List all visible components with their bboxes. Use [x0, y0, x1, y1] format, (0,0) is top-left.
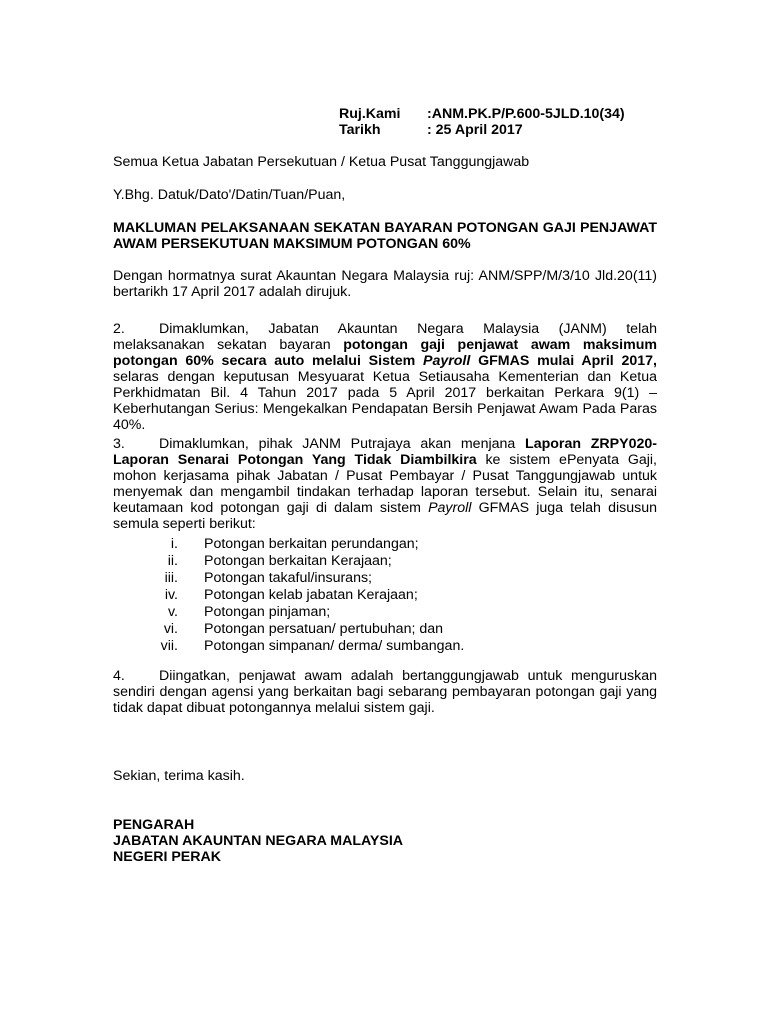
subject-line-1: MAKLUMAN PELAKSANAAN SEKATAN BAYARAN POTONGAN GAJI PENJAWAT — [113, 220, 657, 236]
list-item-number: v. — [168, 604, 178, 620]
list-item — [113, 587, 657, 604]
paragraph-2-number: 2. — [113, 321, 125, 337]
paragraph-3-italic-term: Payroll — [428, 500, 472, 516]
intro-paragraph: Dengan hormatnya surat Akauntan Negara Malaysia ruj: ANM/SPP/M/3/10 Jld.20(11) bertarikh 17 April 2017 adalah dirujuk. — [113, 268, 657, 300]
paragraph-3-text-2: ke sistem ePenyata Gaji, mohon kerjasama pihak Jabatan / Pusat Pembayar / Pusat Tanggungjawab untuk menyemak dan mengambil tindakan terhadap laporan tersebut. Selain itu, senarai keutamaan kod potongan gaji di dalam sistem — [113, 452, 657, 516]
list-item-number: ii. — [167, 553, 178, 569]
list-item-number: iv. — [164, 587, 178, 603]
list-item-text: Potongan simpanan/ derma/ sumbangan. — [204, 638, 465, 654]
list-item — [113, 536, 657, 553]
date-value: : 25 April 2017 — [427, 122, 523, 138]
list-item-text: Potongan persatuan/ pertubuhan; dan — [204, 621, 444, 637]
reference-number: :ANM.PK.P/P.600-5JLD.10(34) — [427, 106, 625, 122]
paragraph-2 — [113, 321, 657, 433]
paragraph-3-text: Dimaklumkan, pihak JANM Putrajaya akan menjana — [159, 436, 526, 452]
recipient: Semua Ketua Jabatan Persekutuan / Ketua Pusat Tanggungjawab — [113, 154, 530, 170]
closing: Sekian, terima kasih. — [113, 768, 245, 784]
reference-block — [339, 106, 625, 138]
list-item — [113, 638, 657, 655]
list-item-number: vi. — [163, 621, 178, 637]
paragraph-2-bold-text: potongan gaji penjawat awam maksimum potongan 60% secara auto melalui Sistem — [113, 337, 657, 369]
paragraph-2-text: Dimaklumkan, Jabatan Akauntan Negara Malaysia (JANM) telah melaksanakan sekatan bayaran — [113, 321, 657, 353]
list-item-text: Potongan pinjaman; — [204, 604, 331, 620]
list-item-text: Potongan takaful/insurans; — [204, 570, 372, 586]
paragraph-4 — [113, 668, 657, 716]
list-item-number: vii. — [160, 638, 178, 654]
signature-block — [113, 817, 657, 865]
signature-state: NEGERI PERAK — [113, 849, 221, 865]
paragraph-4-number: 4. — [113, 668, 125, 684]
list-item — [113, 570, 657, 587]
paragraph-2-text-2: selaras dengan keputusan Mesyuarat Ketua Setiausaha Kementerian dan Ketua Perkhidmatan Bil. 4 Tahun 2017 pada 5 April 2017 berkaitan Perkara 9(1) – Keberhutangan Serius: Mengekalkan Pendapatan Bersih Penjawat Awam Pada Paras 40%. — [113, 369, 657, 433]
reference-label: Ruj.Kami — [339, 106, 401, 122]
paragraph-2-bold-text-2: GFMAS mulai April 2017, — [470, 353, 657, 369]
list-item-number: iii. — [164, 570, 178, 586]
paragraph-3-text-3: GFMAS juga telah disusun semula seperti berikut: — [113, 500, 657, 532]
list-item — [113, 604, 657, 621]
list-item — [113, 621, 657, 638]
list-item-number: i. — [170, 536, 178, 552]
date-label: Tarikh — [339, 122, 381, 138]
subject-line-2: AWAM PERSEKUTUAN MAKSIMUM POTONGAN 60% — [113, 236, 471, 252]
subject — [113, 220, 657, 252]
date-row — [339, 122, 625, 138]
list-item — [113, 553, 657, 570]
salutation: Y.Bhg. Datuk/Dato'/Datin/Tuan/Puan, — [113, 187, 346, 203]
paragraph-2-italic-term: Payroll — [422, 353, 471, 369]
list-item-text: Potongan berkaitan perundangan; — [204, 536, 419, 552]
signature-title: PENGARAH — [113, 817, 195, 833]
paragraph-3-report-name: Laporan ZRPY020-Laporan Senarai Potongan Yang Tidak Diambilkira — [113, 436, 657, 468]
reference-row — [339, 106, 625, 122]
paragraph-3 — [113, 436, 657, 532]
paragraph-4-text: Diingatkan, penjawat awam adalah bertanggungjawab untuk menguruskan sendiri dengan agensi yang berkaitan bagi sebarang pembayaran potongan gaji yang tidak dapat dibuat potongannya melalui sistem gaji. — [113, 668, 657, 716]
deduction-priority-list — [113, 536, 657, 655]
signature-department: JABATAN AKAUNTAN NEGARA MALAYSIA — [113, 833, 404, 849]
paragraph-3-number: 3. — [113, 436, 125, 452]
list-item-text: Potongan kelab jabatan Kerajaan; — [204, 587, 418, 603]
list-item-text: Potongan berkaitan Kerajaan; — [204, 553, 392, 569]
